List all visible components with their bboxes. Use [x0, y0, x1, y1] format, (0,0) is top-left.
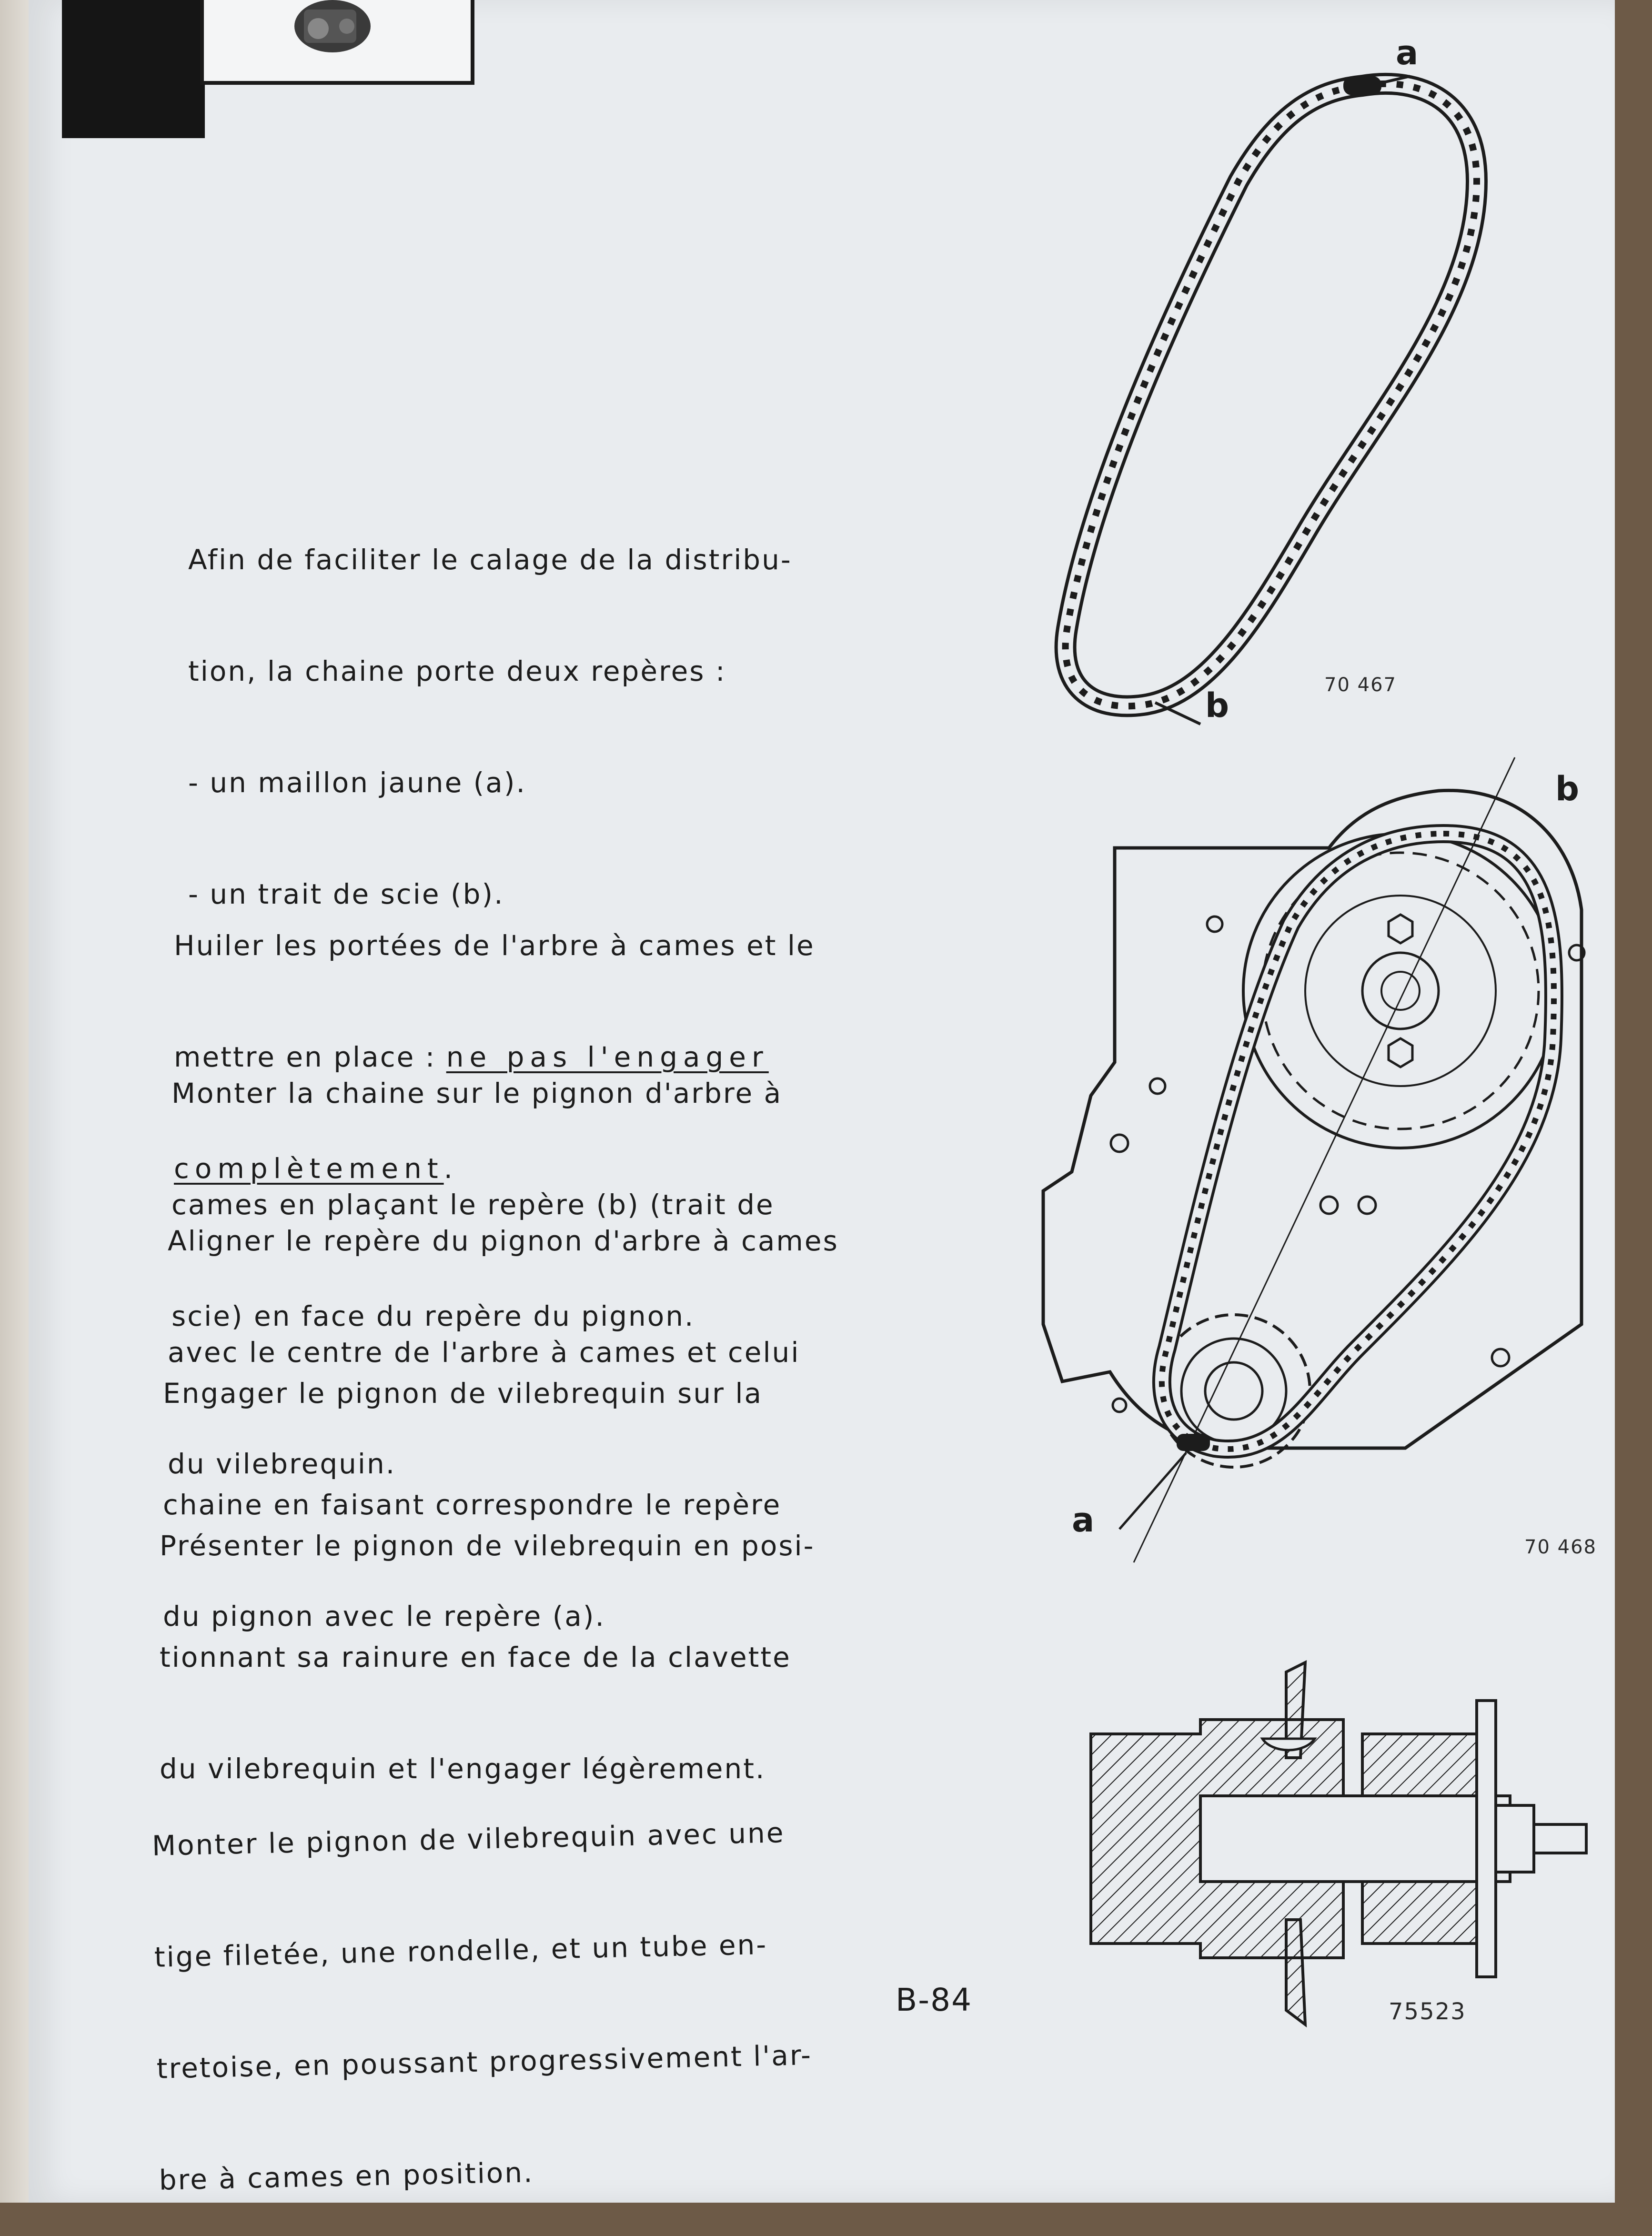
engine-thumbnail-icon — [271, 0, 394, 71]
label-a: a — [1396, 33, 1419, 72]
text-line: du pignon avec le repère (a). — [163, 1600, 605, 1632]
text-line: - un trait de scie (b). — [188, 878, 504, 910]
page-edge — [0, 0, 29, 2203]
text-line: du vilebrequin et l'engager légèrement. — [160, 1753, 766, 1785]
figure-timing-assembly — [1024, 753, 1596, 1524]
text-line: Afin de faciliter le calage de la distribu- — [188, 544, 792, 576]
binding-strip — [62, 0, 205, 138]
label-a: a — [1072, 1501, 1095, 1540]
text-line: tretoise, en poussant progressivement l'ar- — [156, 2039, 813, 2085]
text-fragment: . — [443, 1152, 454, 1185]
text-line: Huiler les portées de l'arbre à cames et le — [174, 929, 815, 962]
figure-number: 70 467 — [1324, 674, 1397, 696]
figure-crankshaft-section — [1086, 1662, 1610, 2024]
paragraph-press-gear — [150, 1739, 816, 2236]
text-line: cames en plaçant le repère (b) (trait de — [171, 1189, 775, 1221]
text-line: tion, la chaine porte deux repères : — [188, 655, 726, 687]
text-line: tionnant sa rainure en face de la clavette — [160, 1641, 791, 1673]
label-b: b — [1205, 686, 1229, 725]
text-line: avec le centre de l'arbre à cames et celui — [168, 1336, 800, 1369]
figure-number: 70 468 — [1524, 1536, 1597, 1558]
label-b: b — [1555, 769, 1580, 808]
text-line: scie) en face du repère du pignon. — [171, 1300, 695, 1332]
text-line: Aligner le repère du pignon d'arbre à cames — [168, 1225, 839, 1257]
text-fragment: mettre en place : — [174, 1041, 446, 1073]
text-line: du vilebrequin. — [168, 1448, 396, 1480]
text-line: Engager le pignon de vilebrequin sur la — [163, 1377, 763, 1410]
figure-number: 75523 — [1389, 1998, 1466, 2025]
text-line: chaine en faisant correspondre le repère — [163, 1489, 782, 1521]
text-line: bre à cames en position. — [159, 2156, 534, 2196]
text-line: Monter le pignon de vilebrequin avec une — [151, 1816, 786, 1862]
yellow-link-marker — [1177, 1434, 1210, 1451]
emphasis-text: ne pas l'engager — [446, 1041, 769, 1073]
text-line: Monter la chaine sur le pignon d'arbre à — [171, 1077, 783, 1109]
figure-timing-chain — [1038, 57, 1515, 748]
text-line: Présenter le pignon de vilebrequin en posi- — [160, 1530, 815, 1562]
yellow-link-marker — [1343, 76, 1381, 95]
text-line: - un maillon jaune (a). — [188, 766, 526, 799]
emphasis-text: complètement — [174, 1152, 444, 1185]
page-number: B-84 — [896, 1982, 973, 2018]
section-logo-box — [200, 0, 474, 85]
text-line: tige filetée, une rondelle, et un tube en- — [154, 1928, 768, 1974]
